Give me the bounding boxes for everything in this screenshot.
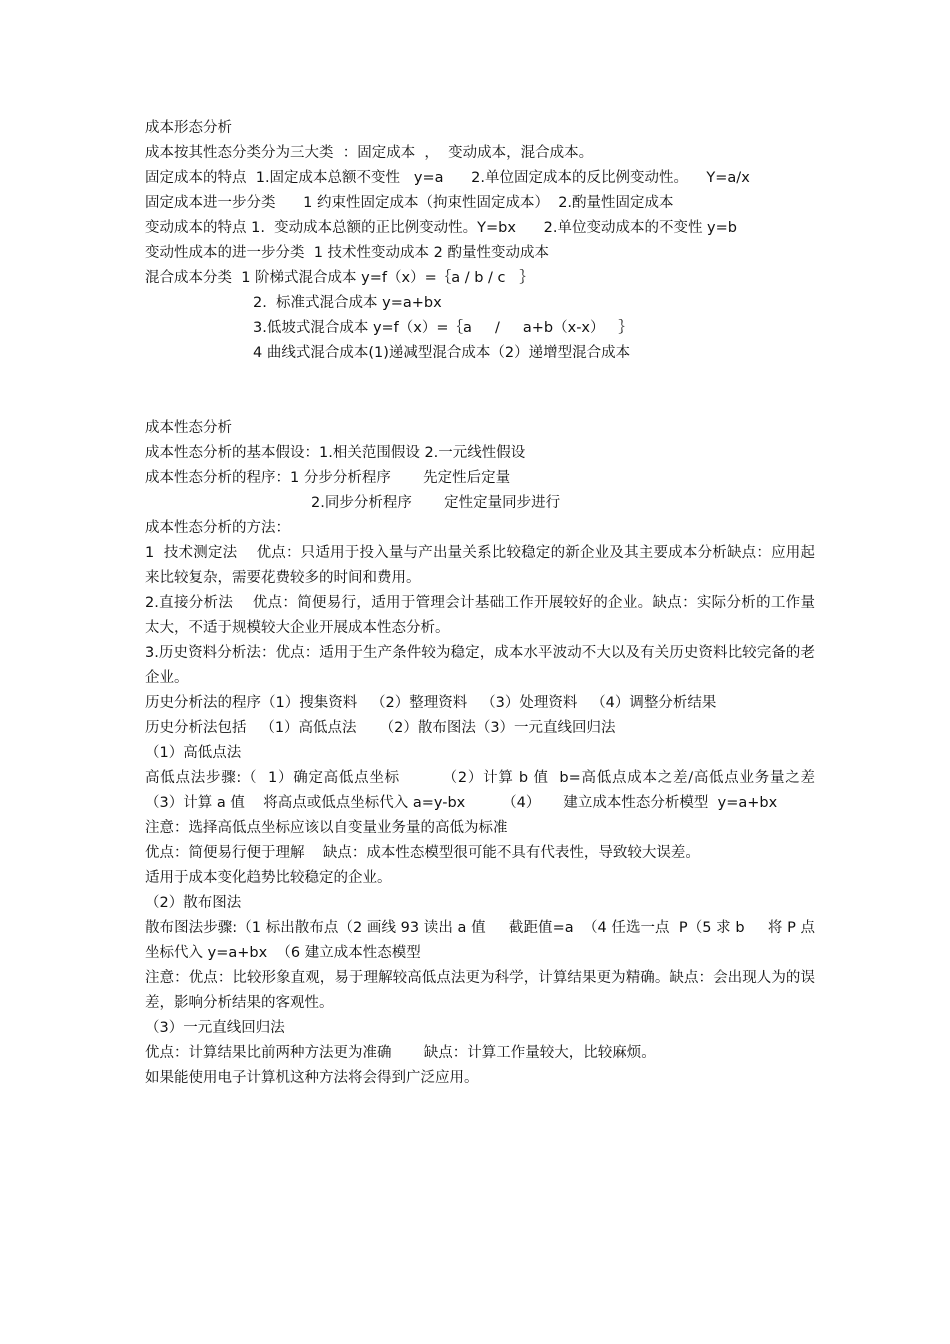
document-body: [145, 116, 866, 1091]
text-line: 适用于成本变化趋势比较稳定的企业。: [145, 870, 392, 886]
text-line: 优点：简便易行便于理解 缺点：成本性态模型很可能不具有代表性，导致较大误差。: [145, 845, 700, 861]
text-line: 成本按其性态分类分为三大类 ：固定成本 ， 变动成本，混合成本。: [145, 145, 594, 161]
section-gap: [145, 366, 815, 416]
paragraph: 3.历史资料分析法：优点：适用于生产条件较为稳定，成本水平波动不大以及有关历史资料比较完备的老企业。: [145, 645, 815, 686]
paragraph: 2.直接分析法 优点：简便易行，适用于管理会计基础工作开展较好的企业。缺点：实际分析的工作量太大，不适于规模较大企业开展成本性态分析。: [145, 595, 815, 636]
indented-line: 2. 标准式混合成本 y=a+bx: [253, 295, 442, 311]
text-line: 混合成本分类 1 阶梯式混合成本 y=f（x）=｛a / b / c ｝: [145, 270, 534, 286]
subheading: （2）散布图法: [145, 895, 242, 911]
text-line: 优点：计算结果比前两种方法更为准确 缺点：计算工作量较大，比较麻烦。: [145, 1045, 656, 1061]
text-line: 变动性成本的进一步分类 1 技术性变动成本 2 酌量性变动成本: [145, 245, 549, 261]
indented-line: 4 曲线式混合成本(1)递减型混合成本（2）递增型混合成本: [253, 345, 631, 361]
section1-title: 成本形态分析: [145, 120, 232, 136]
text-line: 成本性态分析的方法：: [145, 520, 290, 536]
text-line: 成本性态分析的基本假设：1.相关范围假设 2.一元线性假设: [145, 445, 526, 461]
subheading: （1）高低点法: [145, 745, 242, 761]
text-line: 成本性态分析的程序：1 分步分析程序 先定性后定量: [145, 470, 511, 486]
indented-line: 2.同步分析程序 定性定量同步进行: [311, 495, 561, 511]
text-line: 历史分析法的程序（1）搜集资料 （2）整理资料 （3）处理资料 （4）调整分析结果: [145, 695, 717, 711]
paragraph: 散布图法步骤:（1 标出散布点（2 画线 93 读出 a 值 截距值=a （4 任选一点 P（5 求 b 将 P 点坐标代入 y=a+bx （6 建立成本性态模型: [145, 920, 815, 961]
text-line: 变动成本的特点 1. 变动成本总额的正比例变动性。Y=bx 2.单位变动成本的不变性 y=b: [145, 220, 737, 236]
text-line: 固定成本进一步分类 1 约束性固定成本（拘束性固定成本） 2.酌量性固定成本: [145, 195, 674, 211]
text-line: 注意：选择高低点坐标应该以自变量业务量的高低为标准: [145, 820, 508, 836]
paragraph: 高低点法步骤:（ 1）确定高低点坐标 （2）计算 b 值 b=高低点成本之差/高低点业务量之差 （3）计算 a 值 将高点或低点坐标代入 a=y-bx （4） 建立成本性态分析模型 y=a+bx: [145, 770, 866, 811]
indented-line: 3.低坡式混合成本 y=f（x）=｛a / a+b（x-x） ｝: [253, 320, 633, 336]
section2-title: 成本性态分析: [145, 420, 232, 436]
text-line: 如果能使用电子计算机这种方法将会得到广泛应用。: [145, 1070, 479, 1086]
text-line: 历史分析法包括 （1）高低点法 （2）散布图法（3）一元直线回归法: [145, 720, 616, 736]
paragraph: 注意：优点：比较形象直观，易于理解较高低点法更为科学，计算结果更为精确。缺点：会出现人为的误差，影响分析结果的客观性。: [145, 970, 815, 1011]
text-line: 固定成本的特点 1.固定成本总额不变性 y=a 2.单位固定成本的反比例变动性。 Y=a/x: [145, 170, 750, 186]
subheading: （3）一元直线回归法: [145, 1020, 285, 1036]
paragraph: 1 技术测定法 优点：只适用于投入量与产出量关系比较稳定的新企业及其主要成本分析缺点：应用起来比较复杂，需要花费较多的时间和费用。: [145, 545, 815, 586]
